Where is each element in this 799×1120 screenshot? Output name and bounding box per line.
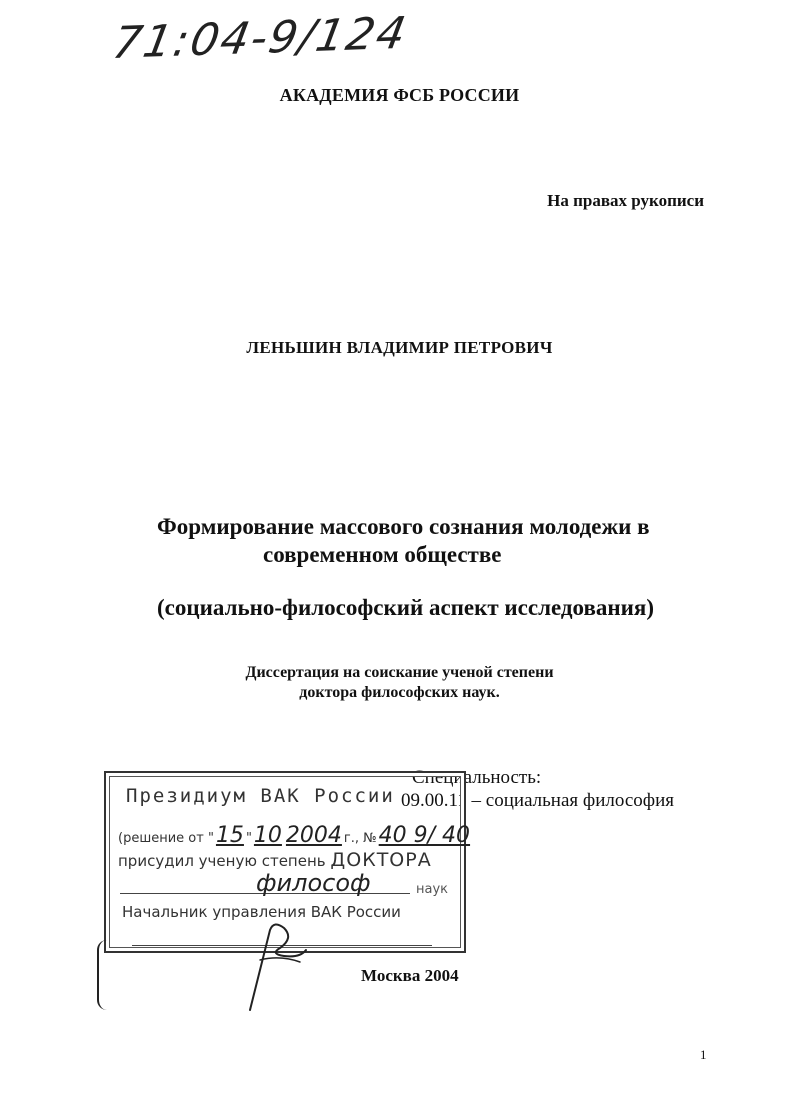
dissertation-line-2: доктора философских наук.	[299, 684, 500, 701]
stamp-chief-title: Начальник управления ВАК России	[122, 903, 401, 921]
handwritten-archive-code: 71:04-9/124	[108, 7, 412, 69]
stamp-science-handwritten: философ	[256, 869, 371, 897]
page-number: 1	[700, 1047, 707, 1062]
stamp-decision-prefix: (решение от "	[118, 831, 214, 846]
manuscript-rights-note: На правах рукописи	[547, 191, 704, 210]
author-name: ЛЕНЬШИН ВЛАДИМИР ПЕТРОВИЧ	[246, 338, 553, 357]
dissertation-line-1: Диссертация на соискание ученой степени	[245, 664, 554, 681]
stamp-decision-month: 10	[253, 823, 282, 848]
title-line-2: современном обществе	[263, 542, 502, 567]
signature-scribble	[240, 910, 320, 1020]
stamp-decision-year: 2004	[285, 823, 342, 848]
city-year: Москва 2004	[361, 966, 459, 985]
stamp-degree-row	[118, 849, 432, 871]
stamp-science-word: наук	[416, 882, 449, 897]
stamp-degree-prefix: присудил ученую степень	[118, 852, 326, 870]
specialty-label: Специальность:	[412, 767, 542, 788]
margin-bracket-mark	[97, 940, 107, 1010]
stamp-header: Президиум ВАК России	[126, 785, 395, 807]
specialty-value: 09.00.11 – социальная философия	[401, 790, 674, 811]
stamp-decision-day: 15	[215, 823, 244, 848]
stamp-decision-mid: "	[245, 831, 252, 846]
stamp-degree-value: ДОКТОРА	[330, 849, 432, 871]
stamp-decision-number: 40 9/ 40	[378, 823, 471, 848]
academy-name: АКАДЕМИЯ ФСБ РОССИИ	[279, 85, 520, 105]
title-line-1: Формирование массового сознания молодежи в	[157, 514, 650, 539]
stamp-decision-row	[118, 823, 472, 848]
title-subtitle: (социально-философский аспект исследования)	[157, 595, 654, 620]
stamp-decision-no-label: г., №	[343, 831, 377, 846]
